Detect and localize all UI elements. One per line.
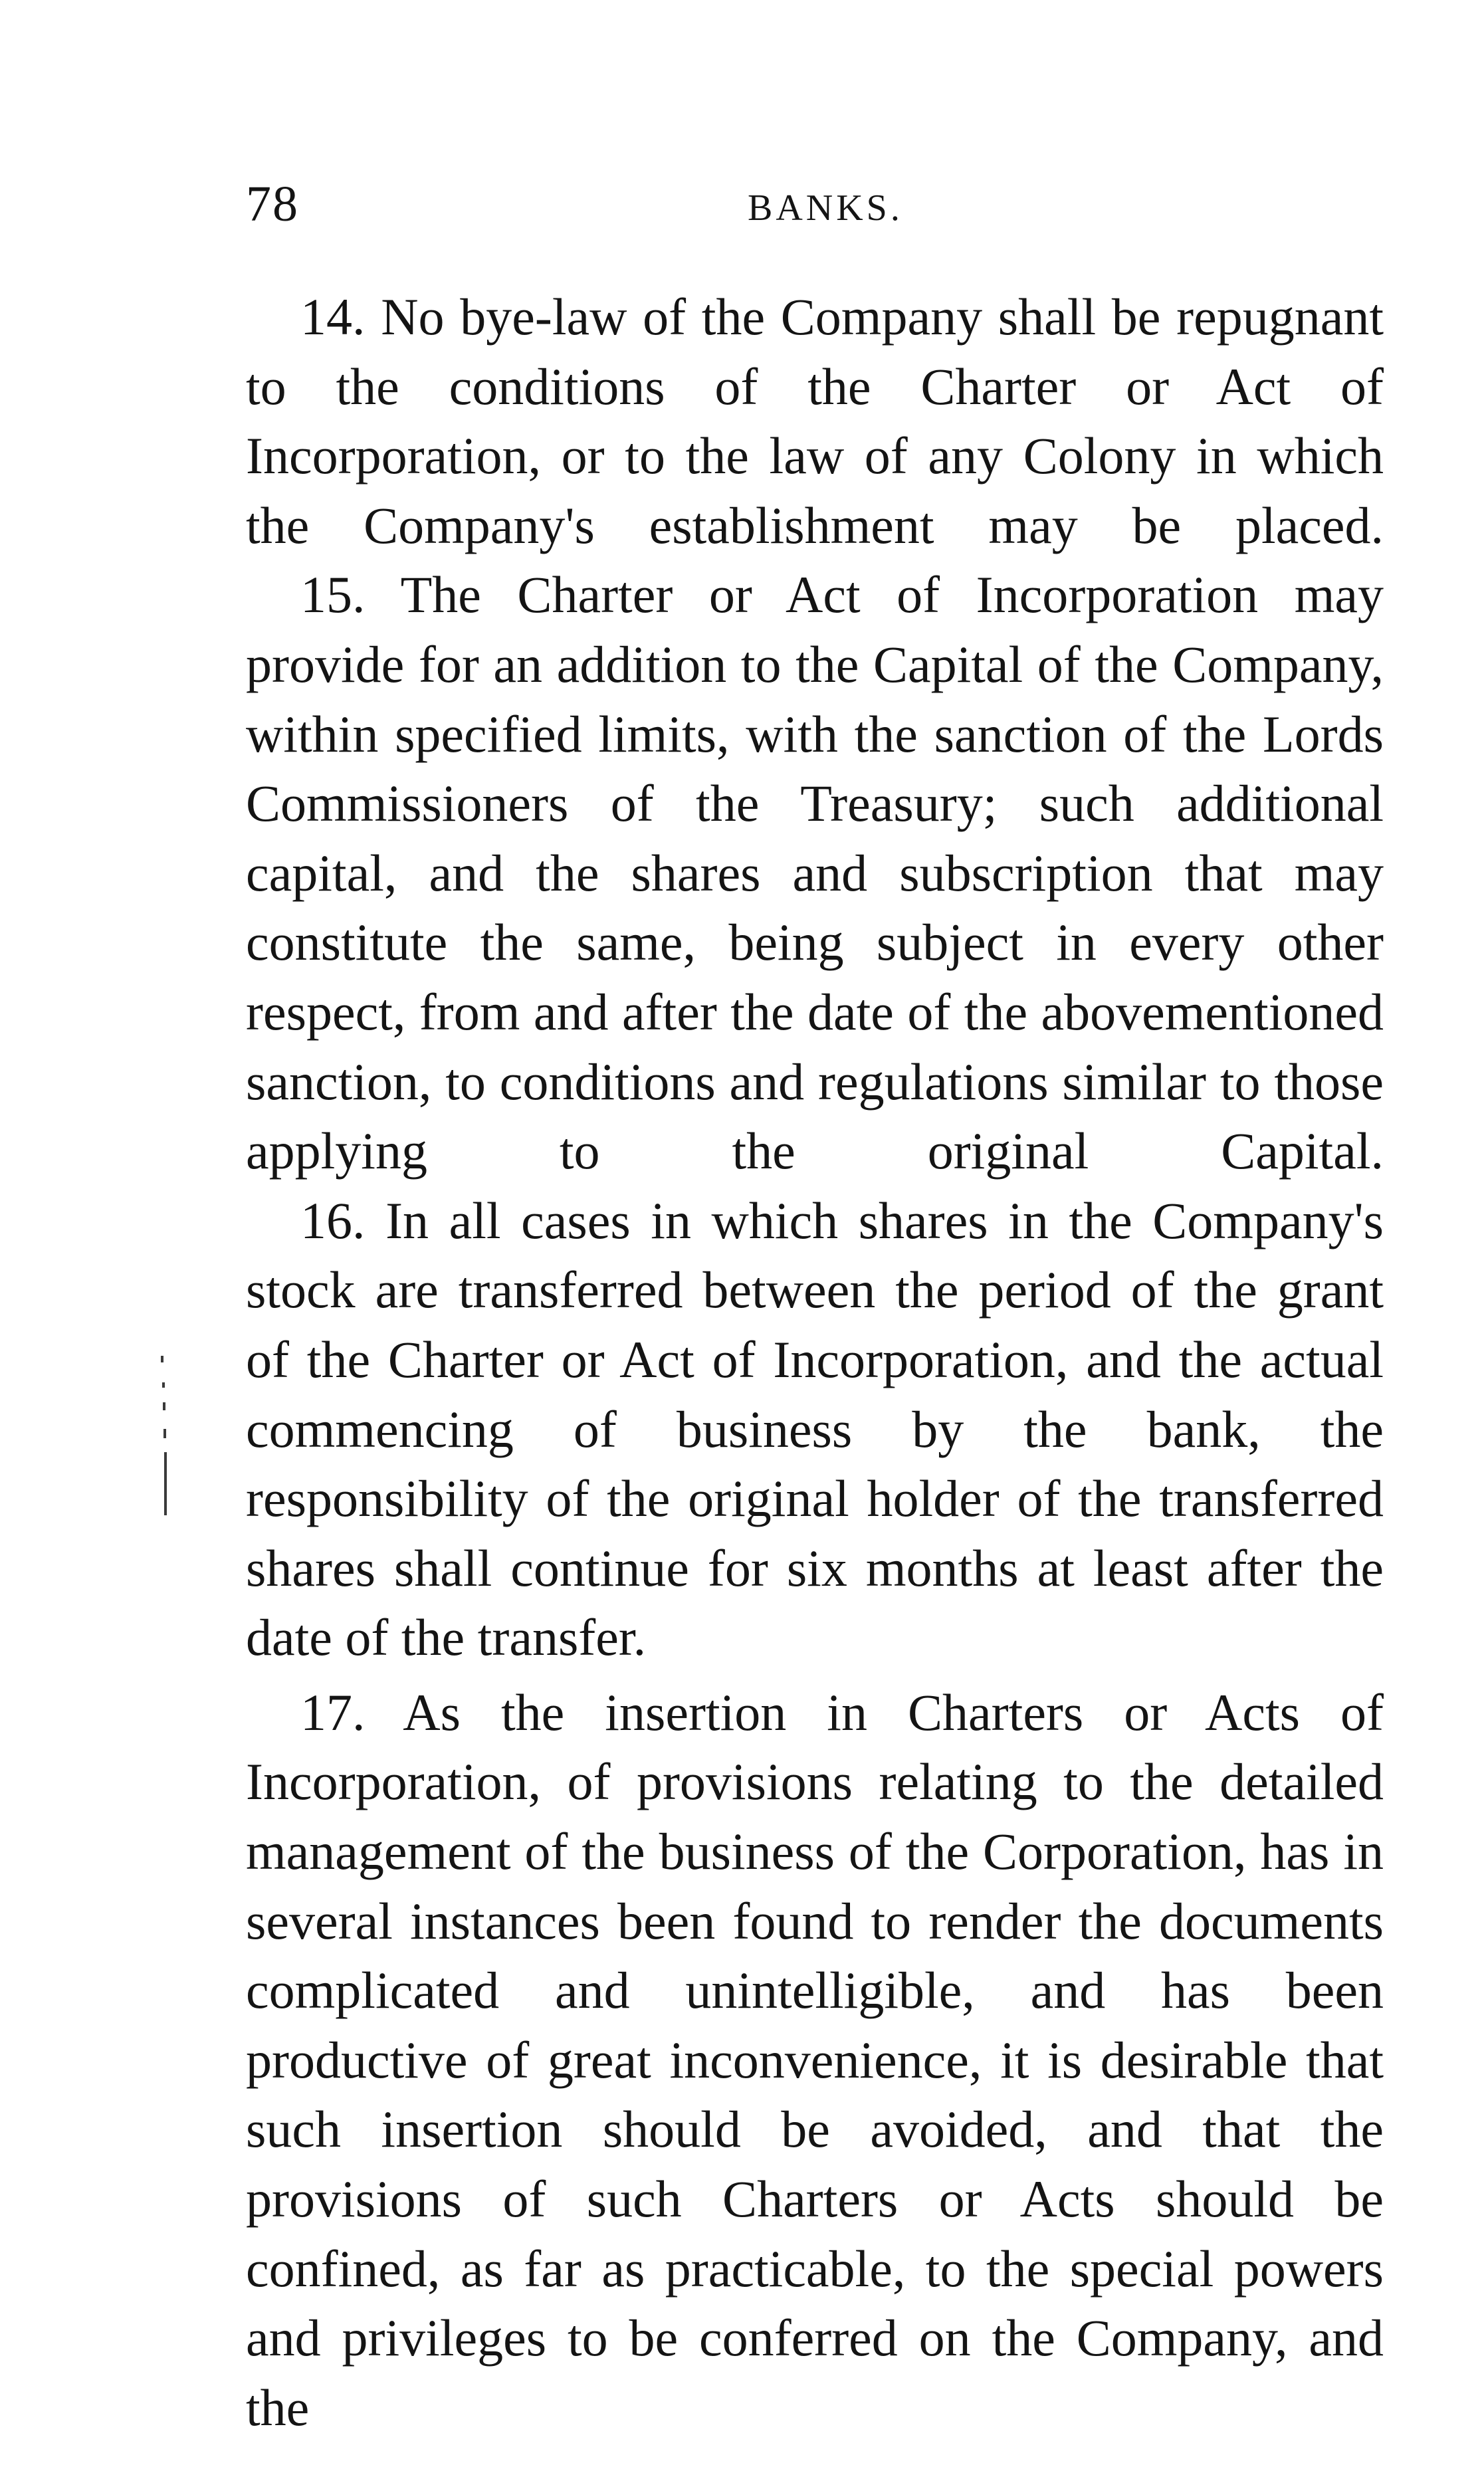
- paragraph-text: The Charter or Act of Incorporation may provide for an addition to the Capital of the Company, within specified limits, with the sanction of the Lords Commissioners of the Treasury; such additional capital, and the shares and subscription that may constitute the same, being subject in every other respect, from and after the date of the abovementioned sanction, to conditions and regulations similar to those applying to the original Capital.: [246, 566, 1384, 1180]
- paragraph-number: 14.: [300, 288, 366, 346]
- running-head: BANKS.: [748, 187, 903, 229]
- margin-pencil-mark: [154, 1356, 174, 1515]
- paragraph-14: [246, 282, 1384, 560]
- paragraph-text: As the insertion in Charters or Acts of Incorporation, of provisions relating to the detailed management of the business of the Corporation, has in several instances been found to render the documents complicated and unintelligible, and has been productive of great inconvenience, it is desirable that such insertion should be avoided, and that the provisions of such Charters or Acts should be confined, as far as practicable, to the special powers and privileges to be conferred on the Company, and the: [246, 1683, 1384, 2436]
- page-number: 78: [246, 176, 299, 232]
- paragraph-number: 16.: [300, 1191, 366, 1249]
- paragraph-number: 17.: [300, 1683, 366, 1741]
- page-header: [246, 174, 1384, 234]
- paragraph-number: 15.: [300, 566, 366, 624]
- paragraph-17: [246, 1678, 1384, 2443]
- paragraph-15: [246, 560, 1384, 1186]
- body-text: [246, 282, 1384, 2442]
- paragraph-16: [246, 1186, 1384, 1673]
- paragraph-text: In all cases in which shares in the Company's stock are transferred between the period of the grant of the Charter or Act of Incorporation, and the actual commencing of business by the bank, the responsibility of the original holder of the transferred shares shall continue for six months at least after the date of the transfer.: [246, 1191, 1384, 1667]
- paragraph-text: No bye-law of the Company shall be repugnant to the conditions of the Charter or Act of Incorporation, or to the law of any Colony in which the Company's establishment may be placed.: [246, 288, 1384, 554]
